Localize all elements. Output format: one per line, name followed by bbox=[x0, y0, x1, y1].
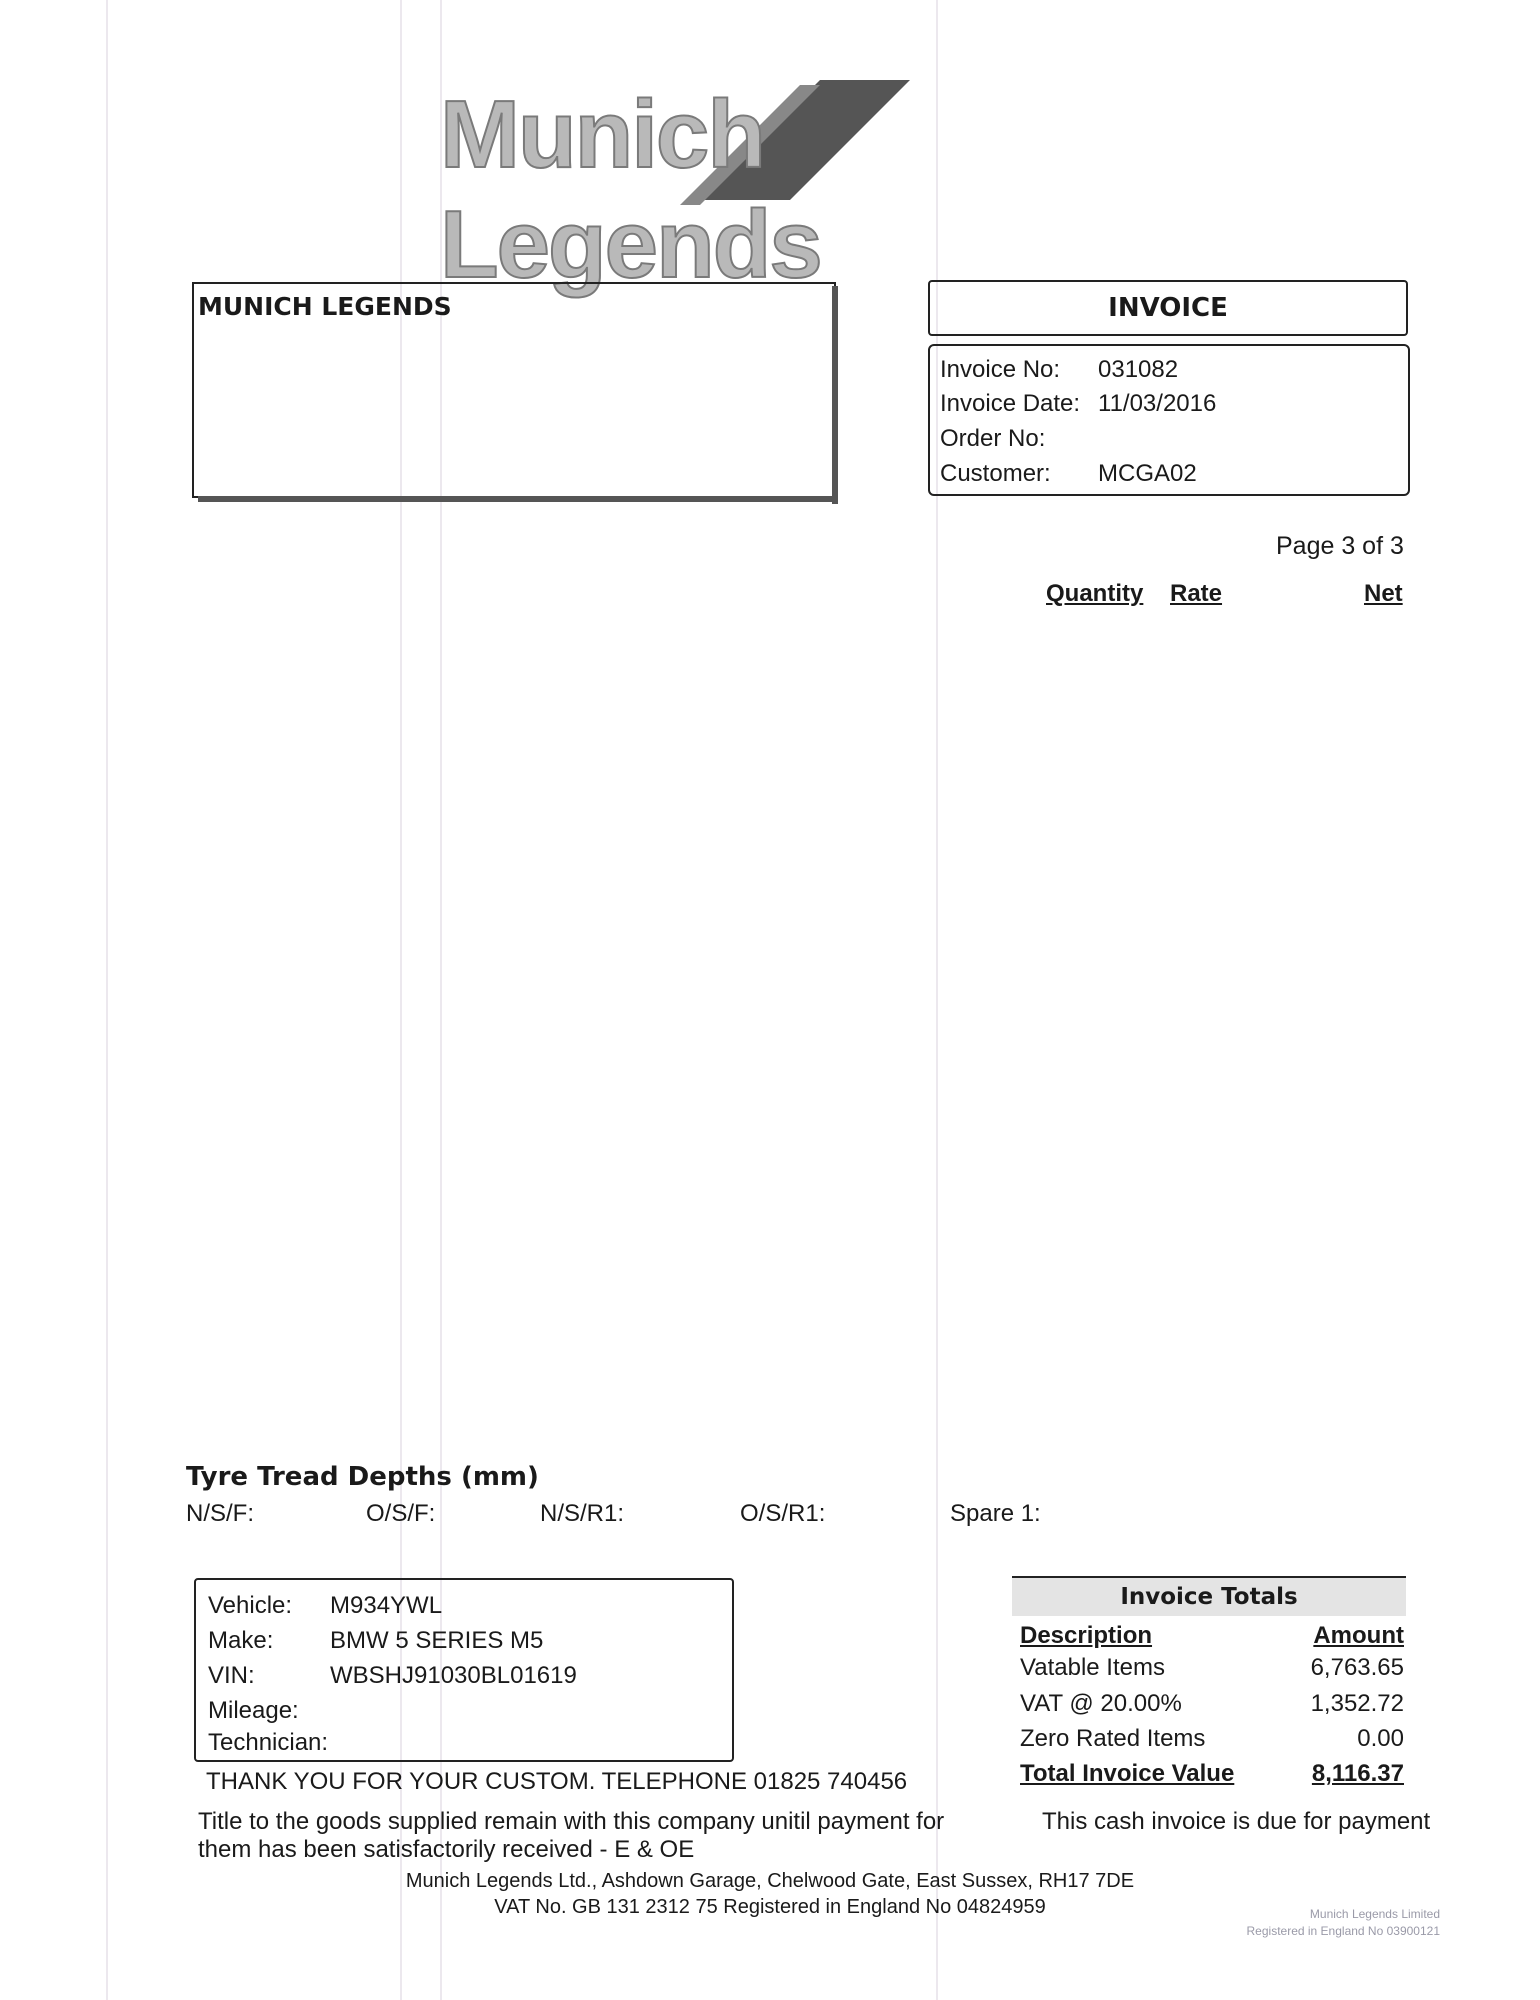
invoice-date-label: Invoice Date: bbox=[940, 390, 1081, 417]
mileage-label: Mileage: bbox=[208, 1697, 299, 1724]
thank-you-line: THANK YOU FOR YOUR CUSTOM. TELEPHONE 01825 740456 bbox=[206, 1768, 908, 1795]
vatable-items-label: Vatable Items bbox=[1020, 1654, 1165, 1681]
payment-due-note: This cash invoice is due for payment bbox=[1042, 1808, 1431, 1835]
tyre-tread-title: Tyre Tread Depths (mm) bbox=[186, 1462, 539, 1492]
stamp-line-1: Munich Legends Limited bbox=[1309, 1907, 1440, 1921]
scan-line bbox=[106, 0, 108, 2000]
registration-stamp bbox=[1180, 1906, 1440, 1940]
tyre-spare1-label: Spare 1: bbox=[950, 1500, 1041, 1527]
title-terms-line-1: Title to the goods supplied remain with this company unitil payment for bbox=[198, 1808, 945, 1835]
order-no-label: Order No: bbox=[940, 425, 1046, 452]
vat-registration: VAT No. GB 131 2312 75 Registered in England No 04824959 bbox=[494, 1896, 1046, 1918]
totals-header-bar bbox=[1012, 1576, 1406, 1616]
vat-amount: 1,352.72 bbox=[1310, 1690, 1404, 1717]
box-shadow bbox=[832, 286, 838, 504]
logo-text: Munich Legends bbox=[440, 81, 821, 298]
invoice-title-box bbox=[928, 280, 1408, 336]
vin-value: WBSHJ91030BL01619 bbox=[330, 1662, 577, 1689]
page-indicator: Page 3 of 3 bbox=[1276, 532, 1404, 560]
invoice-no-value: 031082 bbox=[1098, 356, 1179, 383]
total-invoice-value-label: Total Invoice Value bbox=[1020, 1760, 1235, 1787]
totals-description-header: Description bbox=[1020, 1622, 1153, 1649]
make-label: Make: bbox=[208, 1627, 274, 1654]
vehicle-value: M934YWL bbox=[330, 1592, 443, 1619]
vin-label: VIN: bbox=[208, 1662, 255, 1689]
tyre-nsf-label: N/S/F: bbox=[186, 1500, 255, 1527]
column-header-quantity: Quantity bbox=[1046, 580, 1144, 607]
company-address: Munich Legends Ltd., Ashdown Garage, Chelwood Gate, East Sussex, RH17 7DE bbox=[405, 1870, 1135, 1892]
vatable-items-amount: 6,763.65 bbox=[1310, 1654, 1404, 1681]
invoice-date-value: 11/03/2016 bbox=[1098, 390, 1217, 417]
column-header-rate: Rate bbox=[1170, 580, 1223, 607]
company-address-box bbox=[192, 282, 836, 498]
tyre-osf-label: O/S/F: bbox=[366, 1500, 436, 1527]
technician-label: Technician: bbox=[208, 1729, 329, 1756]
zero-rated-amount: 0.00 bbox=[1357, 1725, 1404, 1752]
vehicle-label: Vehicle: bbox=[208, 1592, 293, 1619]
vehicle-box bbox=[194, 1578, 734, 1762]
company-logo bbox=[440, 70, 1120, 298]
column-header-net: Net bbox=[1364, 580, 1403, 607]
totals-amount-header: Amount bbox=[1313, 1622, 1404, 1649]
zero-rated-label: Zero Rated Items bbox=[1020, 1725, 1206, 1752]
totals-title: Invoice Totals bbox=[1120, 1584, 1298, 1610]
invoice-title: INVOICE bbox=[1108, 293, 1228, 323]
make-value: BMW 5 SERIES M5 bbox=[330, 1627, 544, 1654]
vat-label: VAT @ 20.00% bbox=[1020, 1690, 1182, 1717]
tyre-osr1-label: O/S/R1: bbox=[740, 1500, 826, 1527]
customer-label: Customer: bbox=[940, 460, 1051, 487]
stamp-line-2: Registered in England No 03900121 bbox=[1246, 1924, 1440, 1938]
box-shadow bbox=[198, 496, 838, 502]
title-terms-line-2: them has been satisfactorily received - E & OE bbox=[198, 1836, 695, 1863]
company-name: MUNICH LEGENDS bbox=[198, 292, 452, 321]
total-invoice-value-amount: 8,116.37 bbox=[1311, 1760, 1404, 1787]
invoice-details-box bbox=[928, 344, 1410, 496]
tyre-nsr1-label: N/S/R1: bbox=[540, 1500, 625, 1527]
customer-value: MCGA02 bbox=[1098, 460, 1197, 487]
invoice-no-label: Invoice No: bbox=[940, 356, 1061, 383]
